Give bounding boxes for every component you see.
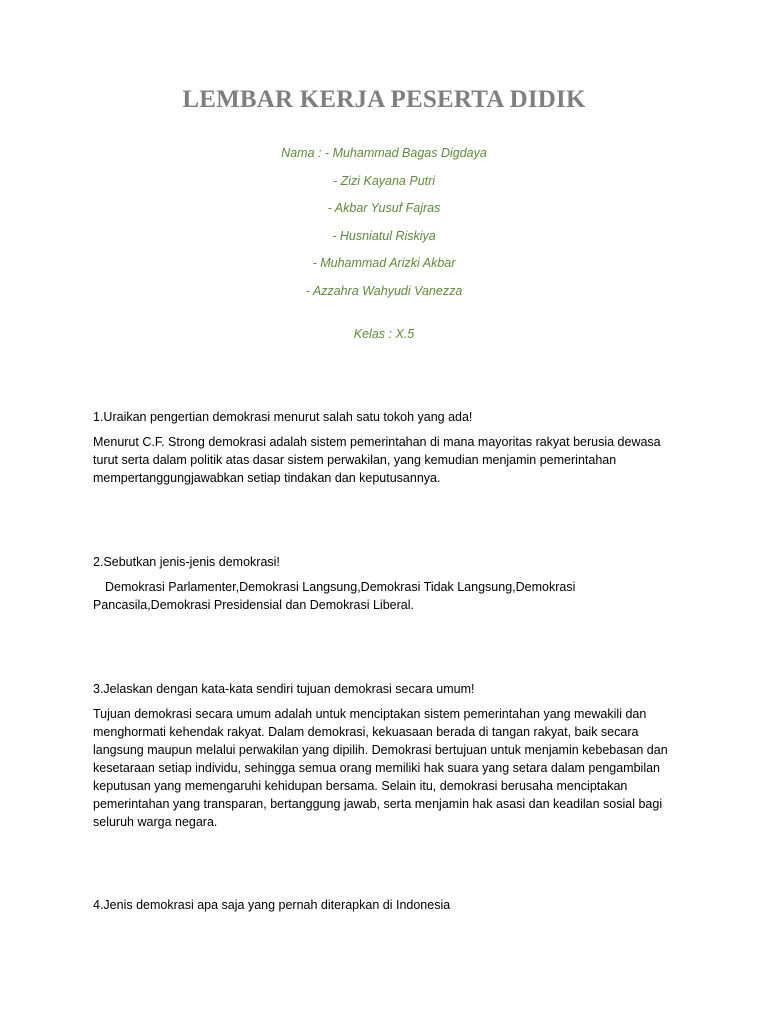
question-block-2 xyxy=(93,553,683,614)
class-label: Kelas : X.5 xyxy=(353,327,415,341)
question-block-4 xyxy=(93,896,683,914)
group-members-list xyxy=(0,145,768,310)
question-text: 1.Uraikan pengertian demokrasi menurut salah satu tokoh yang ada! xyxy=(93,410,473,424)
answer-text: Menurut C.F. Strong demokrasi adalah sistem pemerintahan di mana mayoritas rakyat berusia dewasa turut serta dalam politik atas dasar sistem perwakilan, yang kemudian menjamin pemerintahan mempertanggungjawabkan setiap tindakan dan keputusannya. xyxy=(93,435,661,485)
question-block-1 xyxy=(93,408,683,487)
question-block-3 xyxy=(93,680,683,831)
answer-text: Tujuan demokrasi secara umum adalah untuk menciptakan sistem pemerintahan yang mewakili dan menghormati kehendak rakyat. Dalam demokrasi, kekuasaan berada di tangan rakyat, baik secara langsung maupun melalui perwakilan yang dipilih. Demokrasi bertujuan untuk menjamin kebebasan dan kesetaraan setiap individu, sehingga semua orang memiliki hak suara yang setara dalam pengambilan keputusan yang memengaruhi kehidupan bersama. Selain itu, demokrasi berusaha menciptakan pemerintahan yang transparan, bertanggung jawab, serta menjamin hak asasi dan keadilan sosial bagi seluruh warga negara. xyxy=(93,707,668,829)
question-text: 3.Jelaskan dengan kata-kata sendiri tujuan demokrasi secara umum! xyxy=(93,682,475,696)
member-name: - Muhammad Arizki Akbar xyxy=(312,256,456,270)
member-name: Nama : - Muhammad Bagas Digdaya xyxy=(281,146,487,160)
question-text: 4.Jenis demokrasi apa saja yang pernah diterapkan di Indonesia xyxy=(93,898,451,912)
question-text: 2.Sebutkan jenis-jenis demokrasi! xyxy=(93,555,280,569)
member-name: - Zizi Kayana Putri xyxy=(332,173,436,188)
member-name: - Husniatul Riskiya xyxy=(332,228,436,243)
member-name: - Akbar Yusuf Fajras xyxy=(327,201,441,215)
document-title: LEMBAR KERJA PESERTA DIDIK xyxy=(182,86,586,113)
member-name: - Azzahra Wahyudi Vanezza xyxy=(305,283,463,298)
answer-text: Demokrasi Parlamenter,Demokrasi Langsung,Demokrasi Tidak Langsung,Demokrasi Pancasila,Demokrasi Presidensial dan Demokrasi Liberal. xyxy=(93,580,576,612)
